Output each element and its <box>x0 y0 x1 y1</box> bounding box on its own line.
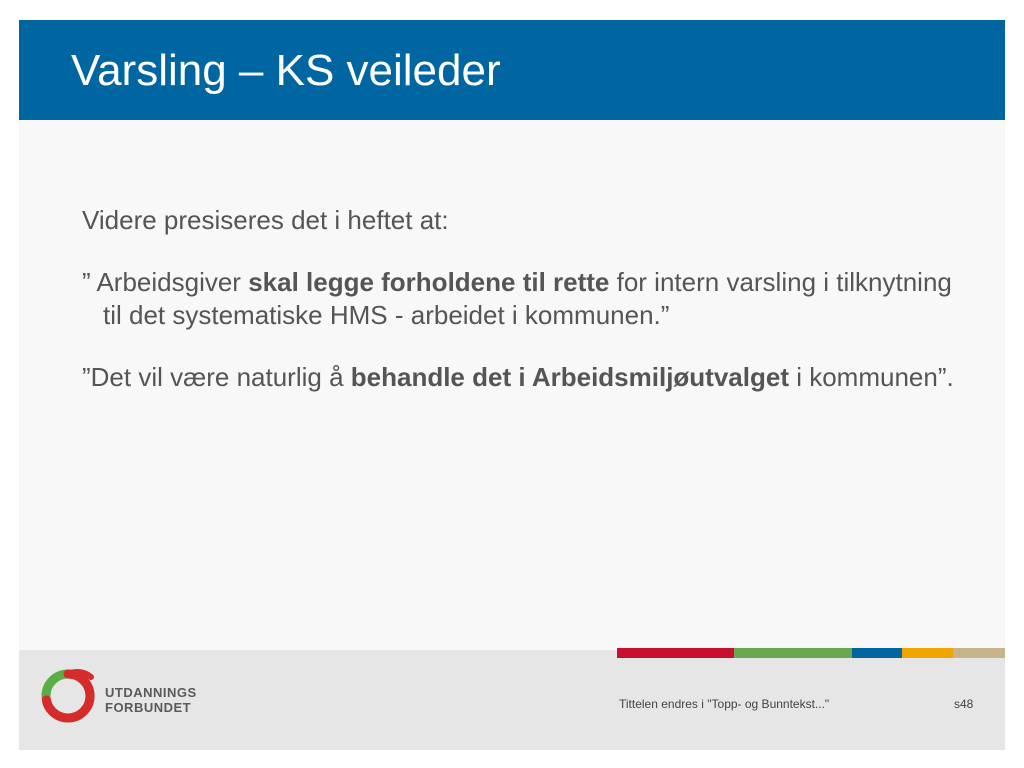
paragraph-3-text-b: i kommunen”. <box>788 362 954 392</box>
paragraph-1-text: Videre presiseres det i heftet at: <box>82 205 449 235</box>
footer-text: Tittelen endres i "Topp- og Bunntekst..." <box>619 697 830 711</box>
paragraph-3 <box>82 361 962 394</box>
color-stripe-yellow <box>902 648 953 658</box>
slide <box>19 20 1005 750</box>
logo-wordmark <box>105 685 197 715</box>
slide-body <box>82 204 962 394</box>
utdanningsforbundet-logo-icon <box>37 665 99 727</box>
color-stripe-green <box>734 648 852 658</box>
slide-title: Varsling – KS veileder <box>71 46 501 95</box>
title-bar <box>19 20 1005 120</box>
logo-line-1: UTDANNINGS <box>105 685 197 700</box>
paragraph-2-text-b: for intern varsling i tilknytning til det systematiske HMS - arbeidet i kommunen.” <box>103 267 952 330</box>
paragraph-2 <box>82 266 962 332</box>
page-number: s48 <box>954 697 974 711</box>
paragraph-2-bold: skal legge forholdene til rette <box>248 267 610 297</box>
logo-line-2: FORBUNDET <box>105 700 192 715</box>
color-stripe-blue <box>852 648 902 658</box>
paragraph-3-bold: behandle det i Arbeidsmiljøutvalget <box>350 362 789 392</box>
paragraph-1 <box>82 204 962 237</box>
color-stripe-red <box>617 648 734 658</box>
paragraph-3-text-a: ”Det vil være naturlig å <box>82 362 351 392</box>
color-stripe-tan <box>953 648 1005 658</box>
paragraph-2-text-a: ” Arbeidsgiver <box>82 267 249 297</box>
